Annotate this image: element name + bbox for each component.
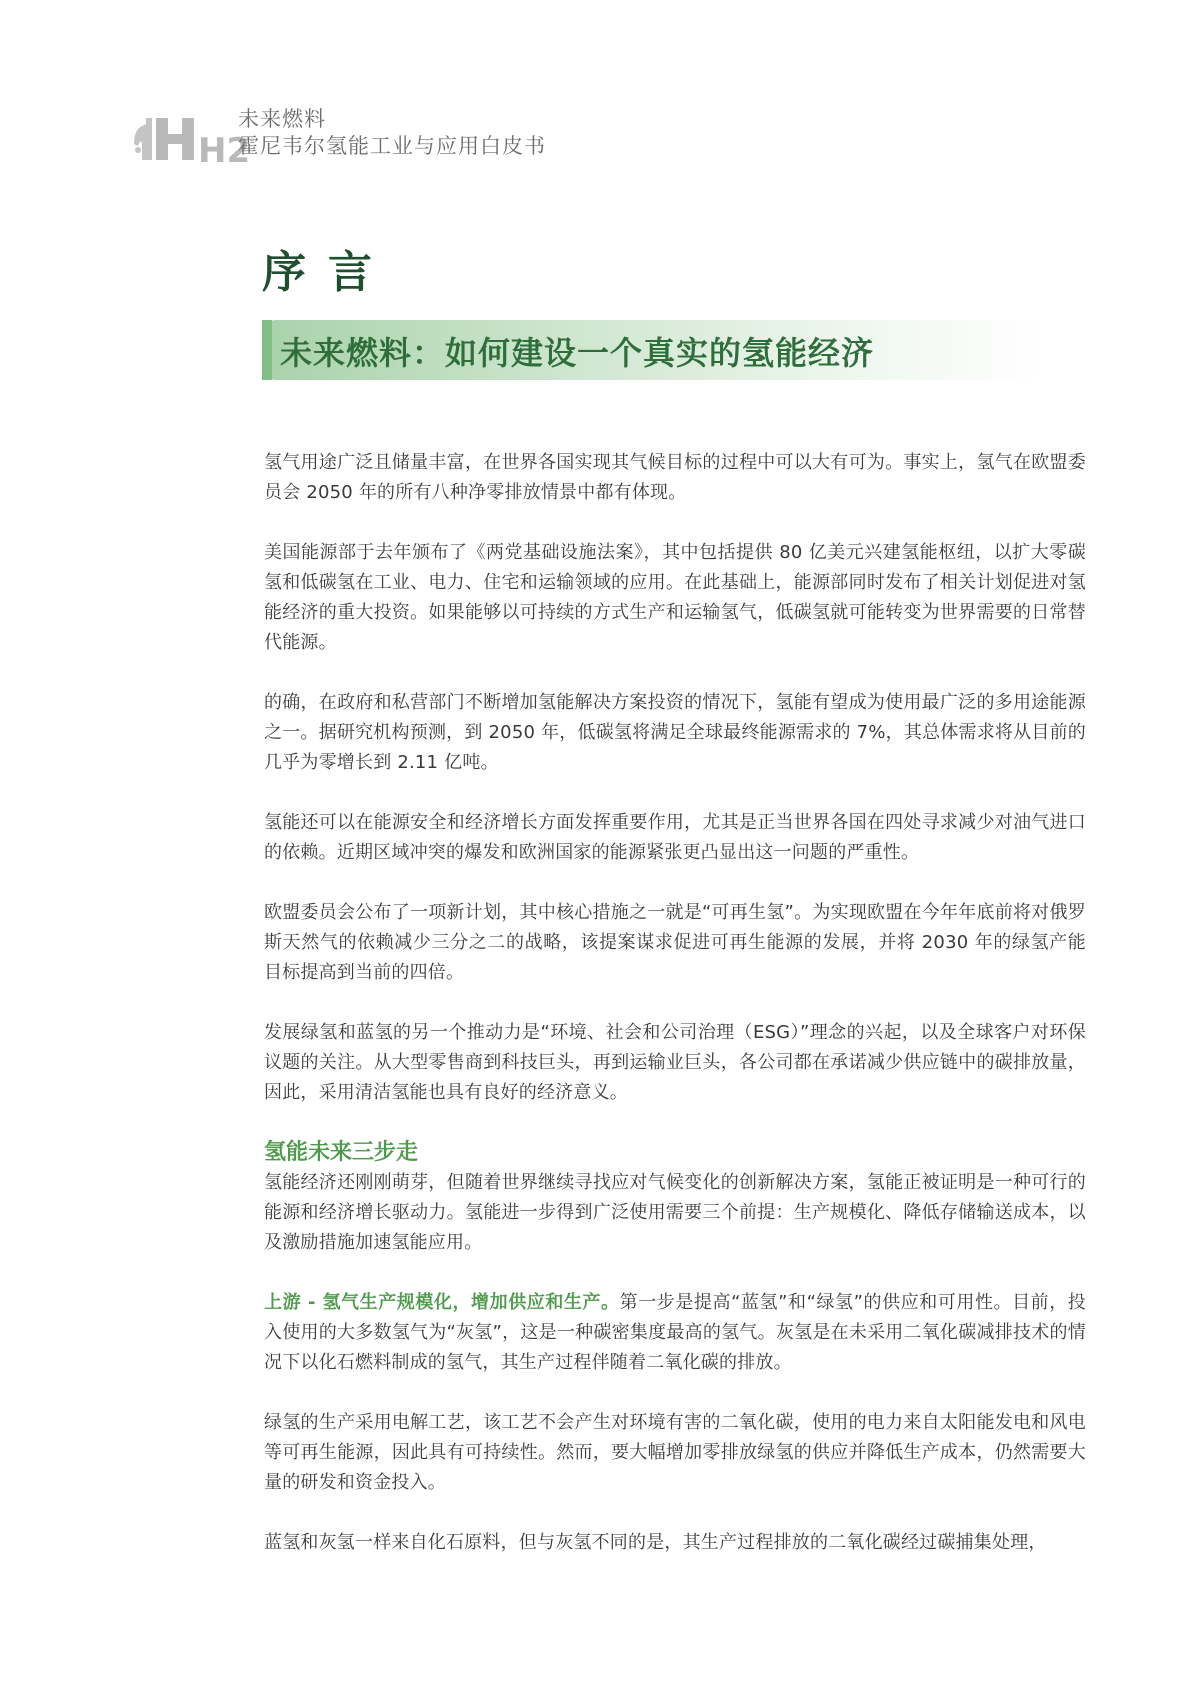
page-title: 序言	[262, 247, 394, 298]
upstream-text: 第一步是提高“蓝氢”和“绿氢”的供应和可用性。目前，投入使用的大多数氢气为“灰氢”，这是一种碳密集度最高的氢气。灰氢是在未采用二氧化碳减排技术的情况下以化石燃料制成的氢气，其生产过程伴随着二氧化碳的排放。	[264, 1292, 1087, 1373]
paragraph: 美国能源部于去年颁布了《两党基础设施法案》，其中包括提供 80 亿美元兴建氢能枢纽，以扩大零碳氢和低碳氢在工业、电力、住宅和运输领域的应用。在此基础上，能源部同时发布了相关计划促进对氢能经济的重大投资。如果能够以可持续的方式生产和运输氢气，低碳氢就可能转变为世界需要的日常替代能源。	[264, 542, 1086, 653]
paragraph: 的确，在政府和私营部门不断增加氢能解决方案投资的情况下，氢能有望成为使用最广泛的多用途能源之一。据研究机构预测，到 2050 年，低碳氢将满足全球最终能源需求的 7%，其总体需求将从目前的几乎为零增长到 2.11 亿吨。	[264, 692, 1086, 773]
paragraph: 氢气用途广泛且储量丰富，在世界各国实现其气候目标的过程中可以大有可为。事实上，氢气在欧盟委员会 2050 年的所有八种净零排放情景中都有体现。	[264, 452, 1086, 503]
upstream-lead: 上游 - 氢气生产规模化，增加供应和生产。	[264, 1292, 620, 1313]
h2-logo-icon	[130, 106, 251, 171]
banner-title: 未来燃料：如何建设一个真实的氢能经济	[280, 334, 875, 372]
green-hydrogen-paragraph: 绿氢的生产采用电解工艺，该工艺不会产生对环境有害的二氧化碳，使用的电力来自太阳能发电和风电等可再生能源，因此具有可持续性。然而，要大幅增加零排放绿氢的供应并降低生产成本，仍然需要大量的研发和资金投入。	[264, 1412, 1086, 1493]
subtitle-banner	[262, 320, 1042, 380]
header-line2: 霍尼韦尔氢能工业与应用白皮书	[238, 134, 546, 158]
paragraph: 发展绿氢和蓝氢的另一个推动力是“环境、社会和公司治理（ESG）”理念的兴起，以及全球客户对环保议题的关注。从大型零售商到科技巨头，再到运输业巨头，各公司都在承诺减少供应链中的碳排放量，因此，采用清洁氢能也具有良好的经济意义。	[264, 1022, 1086, 1103]
header-text	[238, 106, 546, 160]
section-heading: 氢能未来三步走	[264, 1140, 419, 1165]
upstream-paragraph	[264, 1288, 1086, 1378]
blue-hydrogen-paragraph: 蓝氢和灰氢一样来自化石原料，但与灰氢不同的是，其生产过程排放的二氧化碳经过碳捕集处理，	[264, 1532, 1047, 1553]
section-intro: 氢能经济还刚刚萌芽，但随着世界继续寻找应对气候变化的创新解决方案，氢能正被证明是一种可行的能源和经济增长驱动力。氢能进一步得到广泛使用需要三个前提：生产规模化、降低存储输送成本，以及激励措施加速氢能应用。	[264, 1172, 1086, 1253]
logo-text: H2	[198, 131, 251, 171]
paragraph: 氢能还可以在能源安全和经济增长方面发挥重要作用，尤其是正当世界各国在四处寻求减少对油气进口的依赖。近期区域冲突的爆发和欧洲国家的能源紧张更凸显出这一问题的严重性。	[264, 812, 1086, 863]
main-content	[264, 448, 1086, 1558]
header-line1: 未来燃料	[238, 107, 326, 131]
paragraph: 欧盟委员会公布了一项新计划，其中核心措施之一就是“可再生氢”。为实现欧盟在今年年底前将对俄罗斯天然气的依赖减少三分之二的战略，该提案谋求促进可再生能源的发展，并将 2030 年的绿氢产能目标提高到当前的四倍。	[264, 902, 1086, 983]
page-header	[130, 100, 630, 171]
